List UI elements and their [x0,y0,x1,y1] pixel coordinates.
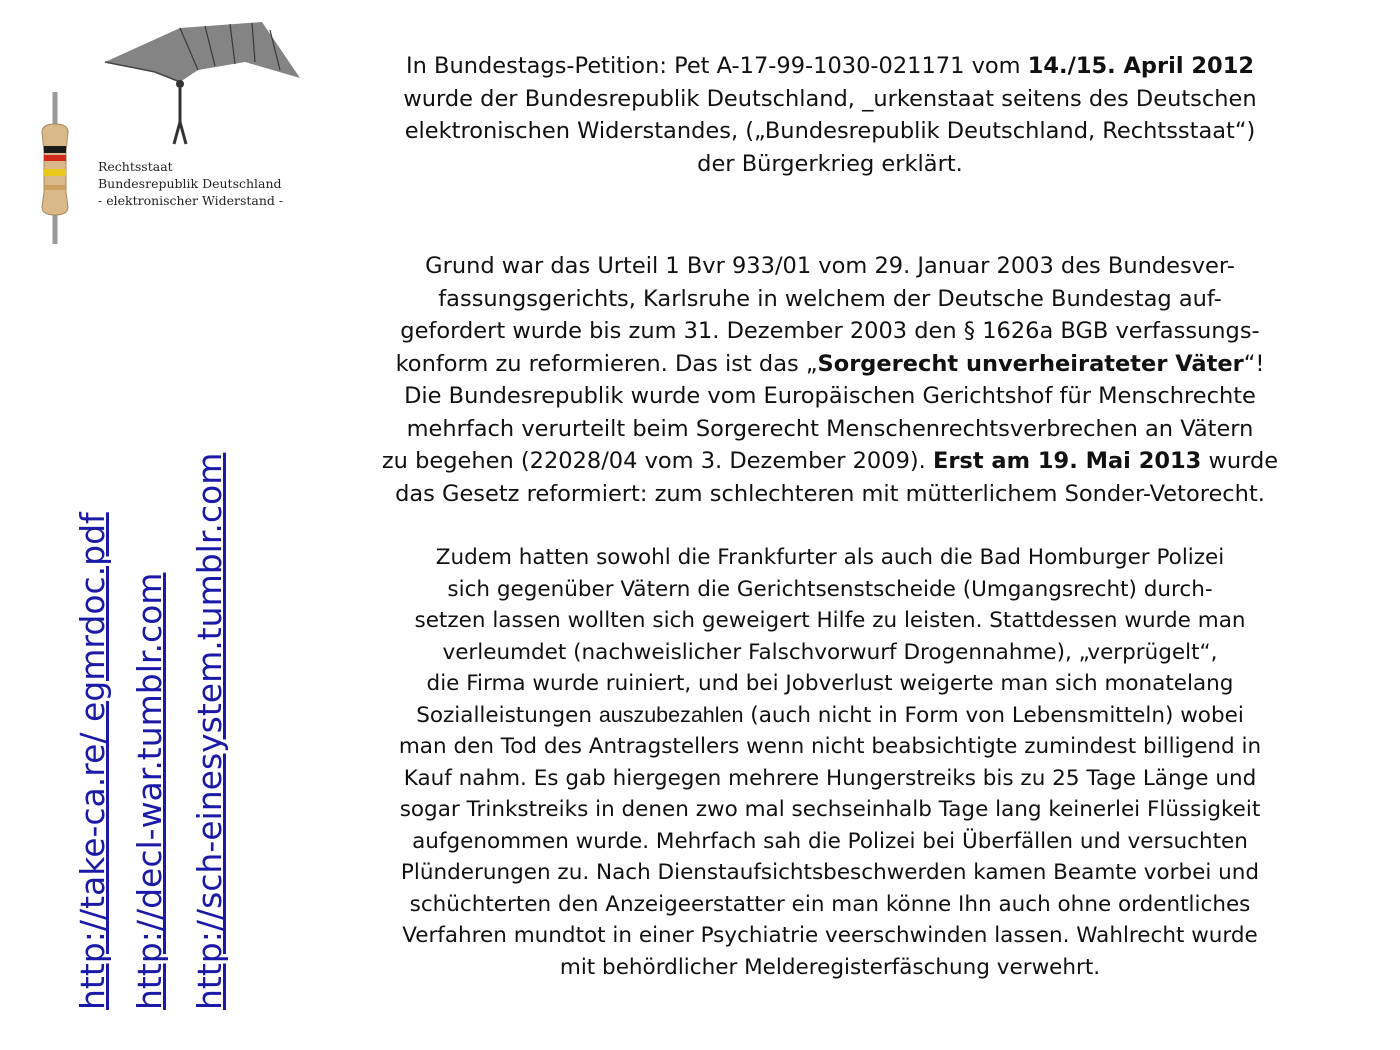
main-text [280,50,1380,983]
text-segment: zu begehen (22028/04 vom 3. Dezember 2009). [381,448,933,474]
text-line: Grund war das Urteil 1 Bvr 933/01 vom 29. Januar 2003 des Bundesver- [425,253,1235,279]
text-line: mehrfach verurteilt beim Sorgerecht Menschenrechtsverbrechen an Vätern [406,415,1254,442]
text-segment: (auch nicht in Form von Lebensmitteln) wobei [743,702,1244,728]
text-line: fassungsgerichts, Karlsruhe in welchem der Deutsche Bundestag auf- [438,285,1222,312]
text-line [280,348,1380,381]
text-segment: Sozialleistungen [416,702,599,728]
text-line: der Bürgerkrieg erklärt. [697,150,963,177]
text-line: verleumdet (nachweislicher Falschvorwurf Drogennahme), „verprügelt“, [442,639,1218,665]
text-line: Die Bundesrepublik wurde vom Europäischen Gerichtshof für Menschrechte [404,383,1256,409]
text-line: Plünderungen zu. Nach Dienstaufsichtsbeschwerden kamen Beamte vorbei und [400,860,1260,885]
text-line: das Gesetz reformiert: zum schlechteren mit mütterlichem Sonder-Vetorecht. [395,480,1265,507]
text-line: Verfahren mundtot in einer Psychiatrie veerschwinden lassen. Wahlrecht wurde [402,923,1258,948]
sorgerecht-bold: Sorgerecht unverheirateter Väter [817,350,1244,377]
logo-line-2: Bundesrepublik Deutschland [98,176,282,191]
paragraph-urteil [280,250,1380,510]
text-segment: konform zu reformieren. Das ist das „ [395,350,818,377]
text-segment: wurde [1201,448,1279,474]
text-line: gefordert wurde bis zum 31. Dezember 2003 den § 1626a BGB verfassungs- [400,318,1260,344]
link-egmrdoc[interactable]: http://take-ca.re/ egmrdoc.pdf [73,512,112,1010]
text-segment: In Bundestags-Petition: Pet A-17-99-1030-021171 vom [405,53,1028,79]
text-line [280,700,1380,732]
text-line: setzen lassen wollten sich geweigert Hilfe zu leisten. Stattdessen wurde man [414,608,1246,633]
text-segment-plain: auszubezahlen [598,702,744,727]
paragraph-polizei [280,542,1380,983]
text-line: wurde der Bundesrepublik Deutschland, _urkenstaat seitens des Deutschen [403,85,1257,112]
text-line: aufgenommen wurde. Mehrfach sah die Polizei bei Überfällen und versuchten [412,828,1248,854]
vertical-links [70,350,250,1010]
glider-resistor-icon [30,22,300,247]
text-line: sogar Trinkstreiks in denen zwo mal sechseinhalb Tage lang keinerlei Flüssigkeit [399,797,1261,822]
logo-line-3: - elektronischer Widerstand - [98,193,284,208]
text-line: elektronischen Widerstandes, („Bundesrepublik Deutschland, Rechtsstaat“) [404,118,1256,144]
text-line: Kauf nahm. Es gab hiergegen mehrere Hungerstreiks bis zu 25 Tage Länge und [403,765,1257,791]
date-bold: Erst am 19. Mai 2013 [932,448,1202,474]
text-line [280,445,1380,478]
text-line: schüchterten den Anzeigeerstatter ein man könne Ihn auch ohne ordentliches [409,891,1251,917]
text-line: Zudem hatten sowohl die Frankfurter als auch die Bad Homburger Polizei [435,545,1225,570]
text-segment: “! [1243,350,1265,377]
date-bold: 14./15. April 2012 [1027,53,1255,79]
text-line [280,50,1380,83]
paragraph-petition [280,50,1380,180]
logo-line-1: Rechtsstaat [98,159,173,174]
logo [30,22,300,247]
text-line: sich gegenüber Vätern die Gerichtsenstscheide (Umgangsrecht) durch- [447,576,1213,602]
text-line: mit behördlicher Melderegisterfäschung verwehrt. [559,954,1101,980]
text-line: die Firma wurde ruiniert, und bei Jobverlust weigerte man sich monatelang [426,671,1234,696]
text-line: man den Tod des Antragstellers wenn nicht beabsichtigte zumindest billigend in [398,734,1262,759]
link-decl-war[interactable]: http://decl-war.tumblr.com [130,572,169,1010]
link-sch-einesystem[interactable]: http://sch-einesystem.tumblr.com [190,452,229,1010]
